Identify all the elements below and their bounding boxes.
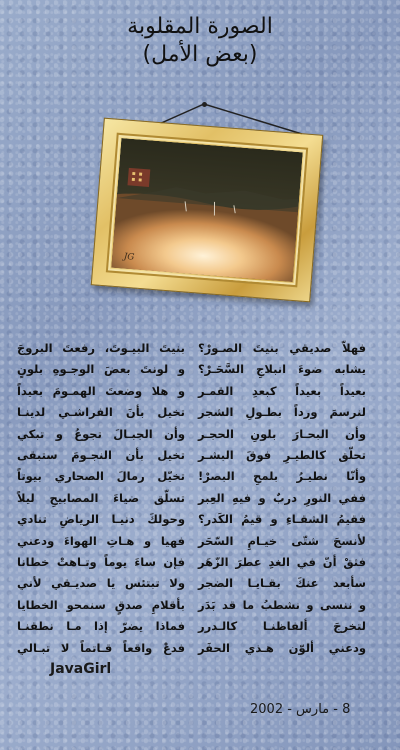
poem-line: سأبعد عنكَ بقـايـا الضجر xyxy=(198,576,366,591)
poem-line: تخيل بأنَ الفراشـي لدينـا xyxy=(17,405,185,420)
poem-line: وحولكَ دنيـا الرياضِ تنادي xyxy=(17,512,185,527)
poem-line: تخيل بأن النجـومَ ستبقى xyxy=(17,448,185,463)
poem-left-column xyxy=(198,338,366,659)
frame-mat xyxy=(106,133,308,288)
poem-line: فقيمُ الشقـاءِ و قيمُ الكَدر؟ xyxy=(198,512,366,527)
poem-line: لنرسمَ ورداً بطـولِ الشجر xyxy=(198,405,366,420)
date-text: 8 - مارس - 2002 xyxy=(250,702,351,717)
poem-line: يشابه ضوءَ انبلاجِ السَّحَـرْ؟ xyxy=(198,362,366,377)
poem-line: فماذا يضرّ إذا مـا نطقنـا xyxy=(17,619,185,634)
poem-line: بأقلامِ صدقٍ سنمحو الخطايا xyxy=(17,597,185,612)
poem-line: و ننسى و نشطبُ ما قد بَدَر xyxy=(198,597,366,612)
author-signature: JavaGirl xyxy=(50,661,112,677)
poem-line: لتخرجَ ألفاظنـا كالـدرر xyxy=(198,619,366,634)
poem-line: و لونتَ بعضَ الوجـوهِ بلونٍ xyxy=(17,362,185,377)
poem-right-column xyxy=(17,338,185,659)
poem-line: فدعْ واقعاً قـاتماً لا تبـالي xyxy=(17,640,185,655)
poem-line: فثقْ أنّ في الغدِ عطرَ الزّهَر xyxy=(198,555,366,570)
poem-line: تحلّق كالطيـرِ فوقَ البشـر xyxy=(198,448,366,463)
poem-line: وأن الجبـالَ تجوعُ و تبكي xyxy=(17,426,185,441)
poem-line: فهلاّ صديقي بنيتَ الصـورْ؟ xyxy=(198,341,366,355)
page-title: الصورة المقلوبة xyxy=(127,14,273,39)
poem-line: تسلّق ضياءَ المصابيحِ ليلاً xyxy=(17,490,185,505)
poem-line: تخيّل رمالَ الصحاري بيوتاً xyxy=(17,469,185,484)
nail-icon xyxy=(202,102,207,107)
poem-line: لأنسجَ شتّى خيـامِ السّحَر xyxy=(198,533,366,548)
framed-painting xyxy=(111,138,303,282)
poem-line: و هلا وضعتَ الهمـومَ بعيداً xyxy=(17,383,185,398)
poem-line: فإن ساءَ يوماً وتـاهتْ خطانا xyxy=(17,555,185,570)
svg-text:JG: JG xyxy=(123,251,135,263)
poem-line: بعيداً بعيداً كبعدِ القمـر xyxy=(198,383,366,398)
poem-line: ففي النورِ دربٌ و فيهِ العِبر xyxy=(198,490,366,505)
page-subtitle: (بعض الأمل) xyxy=(142,42,258,67)
poem-line: ولا تبتئس يا صديـقي لأني xyxy=(17,576,185,591)
picture-frame xyxy=(91,118,324,303)
poem-line: وأن البحـارَ بلونِ الحجـر xyxy=(198,426,366,441)
poem-line: فهيا و هـاتِ الهواءَ ودعني xyxy=(17,533,185,548)
poem-line: ودعني ألوّن هـذي الحفَر xyxy=(198,640,366,655)
poem-line: وأنّا نطيـرُ بلمحِ البصرْ! xyxy=(198,469,366,484)
poem-line: بنيتَ البيـوتَ، رفعتَ البروجَ xyxy=(17,341,185,355)
